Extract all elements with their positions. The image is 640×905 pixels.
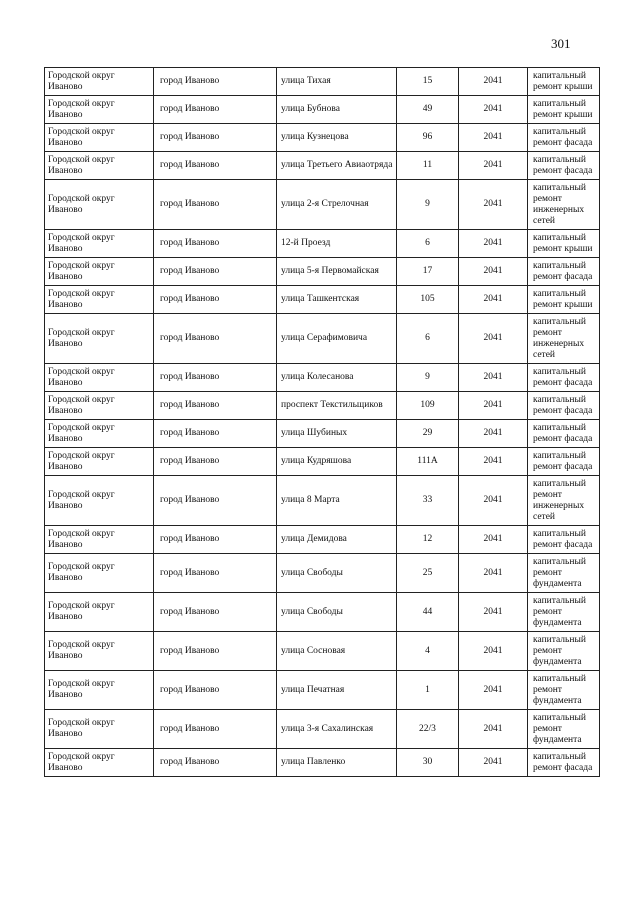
street-cell: улица 5-я Первомайская [277,258,397,286]
street-cell: улица Свободы [277,593,397,632]
municipality-cell: Городской округ Иваново [45,392,154,420]
work-type-cell: капитальный ремонт фасада [528,420,600,448]
house-number-cell: 4 [397,632,459,671]
house-number-cell: 109 [397,392,459,420]
year-cell: 2041 [459,314,528,364]
year-cell: 2041 [459,392,528,420]
table-row [45,314,600,364]
settlement-cell: город Иваново [154,124,277,152]
work-type-cell: капитальный ремонт инженерных сетей [528,180,600,230]
table-row [45,632,600,671]
year-cell: 2041 [459,96,528,124]
settlement-cell: город Иваново [154,152,277,180]
municipality-cell: Городской округ Иваново [45,632,154,671]
street-cell: улица Колесанова [277,364,397,392]
year-cell: 2041 [459,180,528,230]
year-cell: 2041 [459,286,528,314]
street-cell: улица Печатная [277,671,397,710]
municipality-cell: Городской округ Иваново [45,554,154,593]
year-cell: 2041 [459,554,528,593]
street-cell: улица Серафимовича [277,314,397,364]
year-cell: 2041 [459,68,528,96]
municipality-cell: Городской округ Иваново [45,749,154,777]
work-type-cell: капитальный ремонт фасада [528,364,600,392]
municipality-cell: Городской округ Иваново [45,710,154,749]
street-cell: улица Бубнова [277,96,397,124]
settlement-cell: город Иваново [154,96,277,124]
year-cell: 2041 [459,526,528,554]
house-number-cell: 11 [397,152,459,180]
house-number-cell: 17 [397,258,459,286]
municipality-cell: Городской округ Иваново [45,671,154,710]
house-number-cell: 29 [397,420,459,448]
year-cell: 2041 [459,364,528,392]
year-cell: 2041 [459,448,528,476]
municipality-cell: Городской округ Иваново [45,476,154,526]
settlement-cell: город Иваново [154,420,277,448]
settlement-cell: город Иваново [154,632,277,671]
house-number-cell: 25 [397,554,459,593]
year-cell: 2041 [459,152,528,180]
municipality-cell: Городской округ Иваново [45,448,154,476]
table-row [45,364,600,392]
street-cell: улица Ташкентская [277,286,397,314]
settlement-cell: город Иваново [154,593,277,632]
year-cell: 2041 [459,593,528,632]
repair-schedule-table [44,67,600,777]
settlement-cell: город Иваново [154,671,277,710]
house-number-cell: 30 [397,749,459,777]
street-cell: улица Сосновая [277,632,397,671]
work-type-cell: капитальный ремонт крыши [528,68,600,96]
table-row [45,671,600,710]
settlement-cell: город Иваново [154,476,277,526]
work-type-cell: капитальный ремонт фасада [528,749,600,777]
settlement-cell: город Иваново [154,286,277,314]
year-cell: 2041 [459,230,528,258]
table-row [45,554,600,593]
street-cell: улица 8 Марта [277,476,397,526]
year-cell: 2041 [459,420,528,448]
house-number-cell: 12 [397,526,459,554]
settlement-cell: город Иваново [154,68,277,96]
settlement-cell: город Иваново [154,258,277,286]
street-cell: 12-й Проезд [277,230,397,258]
house-number-cell: 6 [397,314,459,364]
work-type-cell: капитальный ремонт фундамента [528,710,600,749]
work-type-cell: капитальный ремонт крыши [528,230,600,258]
settlement-cell: город Иваново [154,314,277,364]
municipality-cell: Городской округ Иваново [45,96,154,124]
settlement-cell: город Иваново [154,448,277,476]
page-number: 301 [551,36,571,51]
work-type-cell: капитальный ремонт фундамента [528,671,600,710]
settlement-cell: город Иваново [154,749,277,777]
table-row [45,593,600,632]
work-type-cell: капитальный ремонт фундамента [528,554,600,593]
settlement-cell: город Иваново [154,526,277,554]
table-row [45,526,600,554]
year-cell: 2041 [459,632,528,671]
table-row [45,96,600,124]
work-type-cell: капитальный ремонт фасада [528,258,600,286]
work-type-cell: капитальный ремонт инженерных сетей [528,314,600,364]
street-cell: улица Демидова [277,526,397,554]
house-number-cell: 6 [397,230,459,258]
year-cell: 2041 [459,258,528,286]
table-row [45,180,600,230]
municipality-cell: Городской округ Иваново [45,364,154,392]
municipality-cell: Городской округ Иваново [45,258,154,286]
work-type-cell: капитальный ремонт фасада [528,526,600,554]
municipality-cell: Городской округ Иваново [45,180,154,230]
work-type-cell: капитальный ремонт крыши [528,286,600,314]
house-number-cell: 22/3 [397,710,459,749]
table-row [45,392,600,420]
table-row [45,420,600,448]
table-row [45,749,600,777]
year-cell: 2041 [459,710,528,749]
table-body [45,68,600,777]
municipality-cell: Городской округ Иваново [45,286,154,314]
table-row [45,230,600,258]
street-cell: улица Свободы [277,554,397,593]
table-row [45,286,600,314]
house-number-cell: 9 [397,180,459,230]
street-cell: улица Павленко [277,749,397,777]
municipality-cell: Городской округ Иваново [45,152,154,180]
year-cell: 2041 [459,749,528,777]
street-cell: улица Шубиных [277,420,397,448]
municipality-cell: Городской округ Иваново [45,124,154,152]
house-number-cell: 44 [397,593,459,632]
house-number-cell: 105 [397,286,459,314]
table-row [45,258,600,286]
work-type-cell: капитальный ремонт фасада [528,392,600,420]
municipality-cell: Городской округ Иваново [45,230,154,258]
table-row [45,448,600,476]
street-cell: улица Кудряшова [277,448,397,476]
street-cell: улица Тихая [277,68,397,96]
year-cell: 2041 [459,124,528,152]
settlement-cell: город Иваново [154,392,277,420]
settlement-cell: город Иваново [154,710,277,749]
work-type-cell: капитальный ремонт фасада [528,124,600,152]
settlement-cell: город Иваново [154,230,277,258]
house-number-cell: 15 [397,68,459,96]
settlement-cell: город Иваново [154,554,277,593]
table-row [45,68,600,96]
table-row [45,124,600,152]
year-cell: 2041 [459,476,528,526]
settlement-cell: город Иваново [154,364,277,392]
work-type-cell: капитальный ремонт крыши [528,96,600,124]
table-row [45,152,600,180]
work-type-cell: капитальный ремонт инженерных сетей [528,476,600,526]
municipality-cell: Городской округ Иваново [45,68,154,96]
house-number-cell: 9 [397,364,459,392]
house-number-cell: 49 [397,96,459,124]
municipality-cell: Городской округ Иваново [45,593,154,632]
work-type-cell: капитальный ремонт фундамента [528,593,600,632]
street-cell: проспект Текстильщиков [277,392,397,420]
street-cell: улица 2-я Стрелочная [277,180,397,230]
table-row [45,710,600,749]
municipality-cell: Городской округ Иваново [45,526,154,554]
house-number-cell: 111А [397,448,459,476]
house-number-cell: 33 [397,476,459,526]
house-number-cell: 96 [397,124,459,152]
work-type-cell: капитальный ремонт фасада [528,448,600,476]
settlement-cell: город Иваново [154,180,277,230]
municipality-cell: Городской округ Иваново [45,420,154,448]
street-cell: улица Третьего Авиаотряда [277,152,397,180]
house-number-cell: 1 [397,671,459,710]
work-type-cell: капитальный ремонт фундамента [528,632,600,671]
municipality-cell: Городской округ Иваново [45,314,154,364]
year-cell: 2041 [459,671,528,710]
street-cell: улица Кузнецова [277,124,397,152]
street-cell: улица 3-я Сахалинская [277,710,397,749]
work-type-cell: капитальный ремонт фасада [528,152,600,180]
table-row [45,476,600,526]
